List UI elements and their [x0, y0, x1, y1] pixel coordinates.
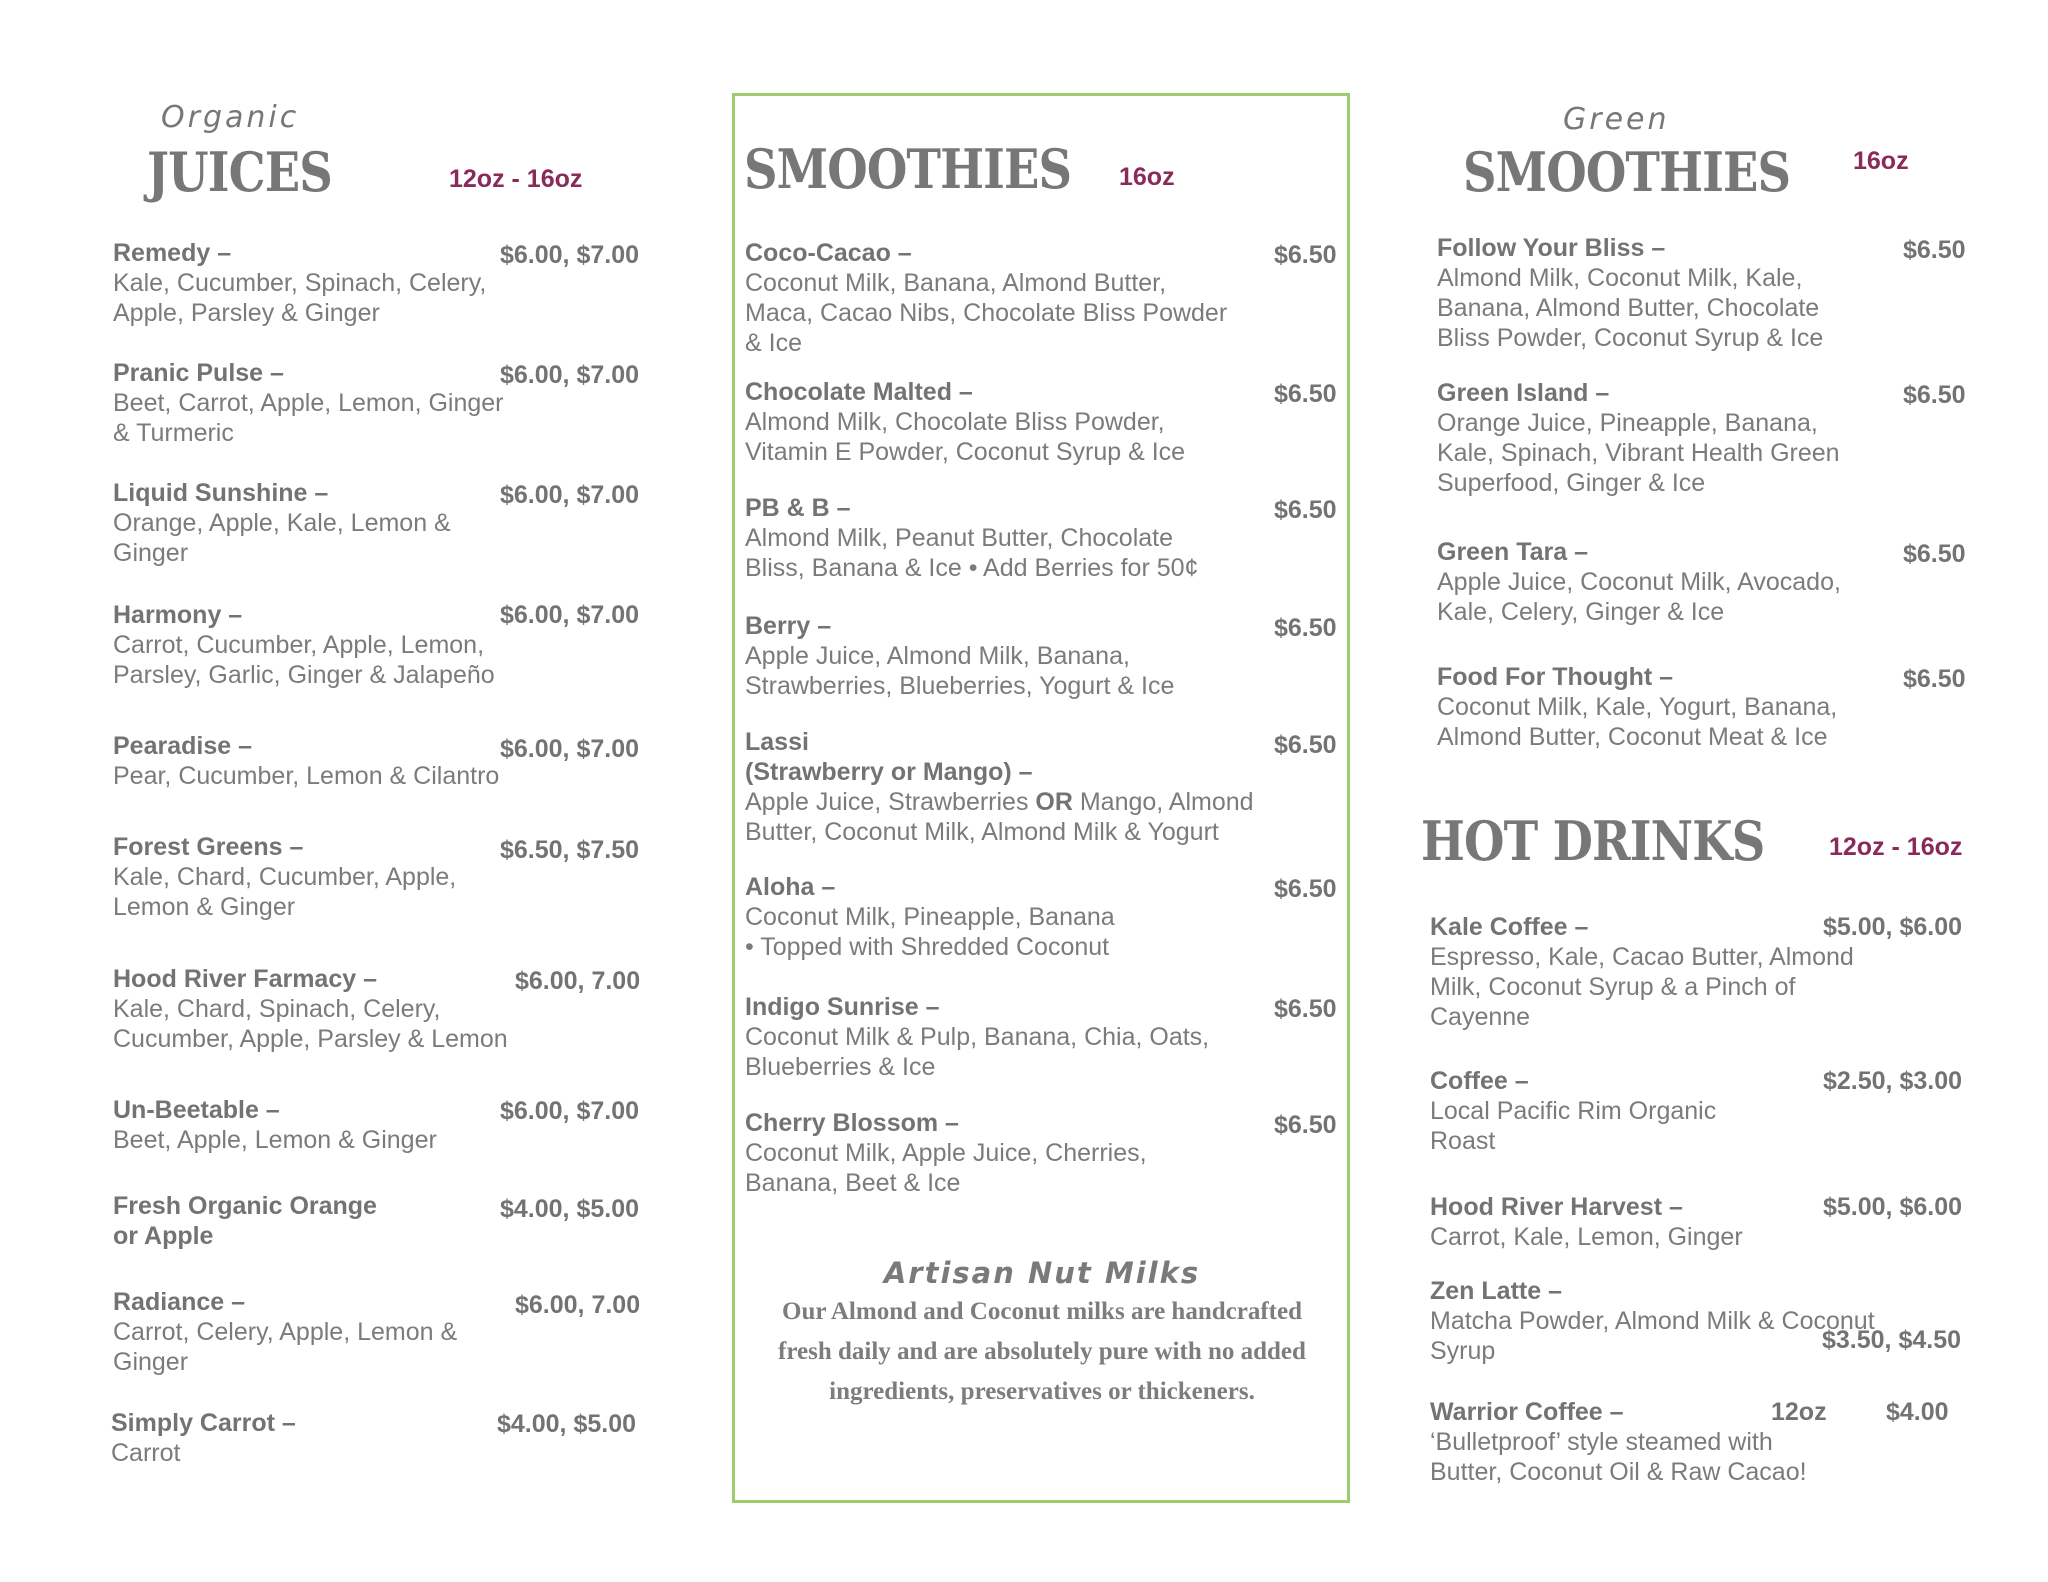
- item-price: $6.50: [1903, 381, 1966, 409]
- menu-item-radiance: [113, 1287, 533, 1377]
- menu-item-lassi: [745, 727, 1305, 847]
- item-desc: Butter, Coconut Milk, Almond Milk & Yogurt: [745, 818, 1219, 846]
- menu-item-pranic-pulse: [113, 358, 533, 448]
- item-desc: Ginger: [113, 539, 189, 567]
- item-name: Un-Beetable –: [113, 1096, 280, 1124]
- menu-item-aloha: [745, 872, 1265, 962]
- smoothies-title: SMOOTHIES: [744, 137, 1072, 201]
- item-price: $6.50: [1274, 380, 1337, 408]
- artisan-description: [742, 1292, 1342, 1412]
- item-desc: Kale, Chard, Cucumber, Apple,: [113, 863, 457, 891]
- item-desc: Kale, Spinach, Vibrant Health Green: [1437, 439, 1840, 467]
- item-name: Aloha –: [745, 873, 836, 901]
- item-desc: Beet, Apple, Lemon & Ginger: [113, 1126, 437, 1154]
- item-desc: Orange, Apple, Kale, Lemon &: [113, 509, 451, 537]
- item-name: Green Tara –: [1437, 538, 1589, 566]
- item-name: Hood River Harvest –: [1430, 1193, 1683, 1221]
- item-name: Pearadise –: [113, 732, 252, 760]
- item-desc: Apple Juice, Coconut Milk, Avocado,: [1437, 568, 1841, 596]
- item-name: or Apple: [113, 1222, 214, 1250]
- juices-label: Organic: [161, 100, 300, 135]
- item-desc: Carrot, Kale, Lemon, Ginger: [1430, 1223, 1743, 1251]
- item-desc: Coconut Milk, Pineapple, Banana: [745, 903, 1115, 931]
- item-desc: Banana, Beet & Ice: [745, 1169, 961, 1197]
- item-price: $2.50, $3.00: [1823, 1067, 1963, 1095]
- menu-item-chocolate-malted: [745, 377, 1265, 467]
- item-name: Coffee –: [1430, 1067, 1529, 1095]
- item-name: Kale Coffee –: [1430, 913, 1589, 941]
- item-name: Remedy –: [113, 239, 232, 267]
- item-name: Zen Latte –: [1430, 1277, 1562, 1305]
- item-desc: • Topped with Shredded Coconut: [745, 933, 1110, 961]
- item-desc: Beet, Carrot, Apple, Lemon, Ginger: [113, 389, 504, 417]
- item-desc: Blueberries & Ice: [745, 1053, 936, 1081]
- item-price: $6.50, $7.50: [500, 836, 640, 864]
- item-size: 12oz: [1771, 1398, 1827, 1426]
- item-desc: Espresso, Kale, Cacao Butter, Almond: [1430, 943, 1854, 971]
- item-price: $4.00, $5.00: [497, 1410, 637, 1438]
- juices-size: 12oz - 16oz: [449, 165, 583, 193]
- item-desc: Almond Milk, Coconut Milk, Kale,: [1437, 264, 1803, 292]
- item-desc: Pear, Cucumber, Lemon & Cilantro: [113, 762, 500, 790]
- item-desc: Cayenne: [1430, 1003, 1531, 1031]
- item-desc: ‘Bulletproof’ style steamed with: [1430, 1428, 1773, 1456]
- item-desc: Matcha Powder, Almond Milk & Coconut: [1430, 1307, 1875, 1335]
- item-desc: Kale, Celery, Ginger & Ice: [1437, 598, 1725, 626]
- item-desc: Apple Juice, Almond Milk, Banana,: [745, 642, 1130, 670]
- item-name: Harmony –: [113, 601, 243, 629]
- menu-item-un-beetable: [113, 1095, 533, 1155]
- item-name: Chocolate Malted –: [745, 378, 973, 406]
- item-price: $6.50: [1903, 236, 1966, 264]
- item-desc: Coconut Milk, Banana, Almond Butter,: [745, 269, 1167, 297]
- item-desc: Coconut Milk, Apple Juice, Cherries,: [745, 1139, 1147, 1167]
- item-price: $6.00, $7.00: [500, 241, 640, 269]
- item-desc: Superfood, Ginger & Ice: [1437, 469, 1706, 497]
- green-smoothies-label: Green: [1563, 102, 1670, 137]
- item-price: $6.50: [1274, 1111, 1337, 1139]
- item-desc: Carrot, Cucumber, Apple, Lemon,: [113, 631, 485, 659]
- item-desc: Apple, Parsley & Ginger: [113, 299, 380, 327]
- juices-title: JUICES: [147, 140, 332, 204]
- item-price: $6.50: [1274, 241, 1337, 269]
- item-name: Radiance –: [113, 1288, 246, 1316]
- item-desc: Almond Milk, Peanut Butter, Chocolate: [745, 524, 1174, 552]
- menu-item-green-island: [1437, 378, 1877, 498]
- item-name: Hood River Farmacy –: [113, 965, 377, 993]
- item-name: PB & B –: [745, 494, 851, 522]
- item-desc: Strawberries, Blueberries, Yogurt & Ice: [745, 672, 1175, 700]
- item-desc: Roast: [1430, 1127, 1496, 1155]
- item-price: $5.00, $6.00: [1823, 913, 1963, 941]
- item-desc: Ginger: [113, 1348, 189, 1376]
- artisan-title: Artisan Nut Milks: [883, 1256, 1201, 1290]
- item-price: $6.50: [1274, 875, 1337, 903]
- item-name: Pranic Pulse –: [113, 359, 284, 387]
- item-price: $4.00, $5.00: [500, 1195, 640, 1223]
- item-desc: Banana, Almond Butter, Chocolate: [1437, 294, 1820, 322]
- item-desc-part: Apple Juice, Strawberries: [745, 788, 1036, 816]
- item-desc-part: Mango, Almond: [1072, 788, 1254, 816]
- item-desc: Almond Butter, Coconut Meat & Ice: [1437, 723, 1828, 751]
- item-desc: Maca, Cacao Nibs, Chocolate Bliss Powder: [745, 299, 1228, 327]
- hot-drinks-title: HOT DRINKS: [1421, 809, 1765, 873]
- item-price: $6.50: [1903, 540, 1966, 568]
- item-name: Forest Greens –: [113, 833, 304, 861]
- item-desc: [745, 787, 1305, 817]
- item-price: $6.00, $7.00: [500, 735, 640, 763]
- item-price: $6.00, 7.00: [515, 967, 641, 995]
- item-desc: Cucumber, Apple, Parsley & Lemon: [113, 1025, 508, 1053]
- artisan-line: Our Almond and Coconut milks are handcrafted: [782, 1298, 1302, 1325]
- item-price: $6.00, $7.00: [500, 601, 640, 629]
- item-desc: Bliss Powder, Coconut Syrup & Ice: [1437, 324, 1824, 352]
- item-name: Berry –: [745, 612, 832, 640]
- menu-item-remedy: [113, 238, 533, 328]
- item-desc: Carrot: [111, 1439, 181, 1467]
- item-price: $5.00, $6.00: [1823, 1193, 1963, 1221]
- menu-item-cherry-blossom: [745, 1108, 1265, 1198]
- item-desc: Carrot, Celery, Apple, Lemon &: [113, 1318, 458, 1346]
- menu-item-hood-river-harvest: [1430, 1192, 1870, 1252]
- item-desc: Local Pacific Rim Organic: [1430, 1097, 1717, 1125]
- menu-item-harmony: [113, 600, 533, 690]
- item-desc: Orange Juice, Pineapple, Banana,: [1437, 409, 1818, 437]
- item-name: Green Island –: [1437, 379, 1610, 407]
- item-desc: Vitamin E Powder, Coconut Syrup & Ice: [745, 438, 1186, 466]
- item-desc: Coconut Milk & Pulp, Banana, Chia, Oats,: [745, 1023, 1210, 1051]
- artisan-line: fresh daily and are absolutely pure with no added: [778, 1338, 1306, 1365]
- item-price: $6.00, $7.00: [500, 361, 640, 389]
- green-smoothies-size: 16oz: [1853, 147, 1909, 175]
- item-name: Warrior Coffee –: [1430, 1398, 1624, 1426]
- item-desc: Kale, Cucumber, Spinach, Celery,: [113, 269, 487, 297]
- item-name: (Strawberry or Mango) –: [745, 758, 1033, 786]
- item-desc: Milk, Coconut Syrup & a Pinch of: [1430, 973, 1796, 1001]
- item-desc: Syrup: [1430, 1337, 1496, 1365]
- item-desc: Parsley, Garlic, Ginger & Jalapeño: [113, 661, 495, 689]
- item-price: $6.00, 7.00: [515, 1291, 641, 1319]
- item-name: Follow Your Bliss –: [1437, 234, 1666, 262]
- item-name: Cherry Blossom –: [745, 1109, 959, 1137]
- item-name: Fresh Organic Orange: [113, 1192, 377, 1220]
- item-desc: Bliss, Banana & Ice • Add Berries for 50¢: [745, 554, 1199, 582]
- item-desc: Lemon & Ginger: [113, 893, 296, 921]
- menu-item-hood-river-farmacy: [113, 964, 533, 1054]
- item-desc: Kale, Chard, Spinach, Celery,: [113, 995, 441, 1023]
- menu-item-forest-greens: [113, 832, 533, 922]
- item-price: $6.50: [1274, 731, 1337, 759]
- hot-drinks-size: 12oz - 16oz: [1829, 833, 1963, 861]
- item-name: Food For Thought –: [1437, 663, 1674, 691]
- menu-item-coffee: [1430, 1066, 1870, 1156]
- item-price: $6.50: [1274, 496, 1337, 524]
- menu-item-berry: [745, 611, 1265, 701]
- menu-item-pearadise: [113, 731, 533, 791]
- item-desc: Butter, Coconut Oil & Raw Cacao!: [1430, 1458, 1807, 1486]
- menu-item-pb-and-b: [745, 493, 1285, 583]
- menu-item-fresh-organic-orange: [113, 1191, 533, 1251]
- item-price: $4.00: [1886, 1398, 1949, 1426]
- green-smoothies-title: SMOOTHIES: [1463, 140, 1791, 204]
- item-desc: Almond Milk, Chocolate Bliss Powder,: [745, 408, 1165, 436]
- menu-item-indigo-sunrise: [745, 992, 1285, 1082]
- artisan-line: ingredients, preservatives or thickeners.: [829, 1378, 1255, 1405]
- item-price: $6.00, $7.00: [500, 1097, 640, 1125]
- item-price: $6.50: [1903, 665, 1966, 693]
- item-name: Simply Carrot –: [111, 1409, 296, 1437]
- item-desc: Coconut Milk, Kale, Yogurt, Banana,: [1437, 693, 1838, 721]
- item-price: $6.00, $7.00: [500, 481, 640, 509]
- item-desc-or: OR: [1035, 788, 1073, 816]
- item-price: $3.50, $4.50: [1822, 1326, 1962, 1354]
- item-price: $6.50: [1274, 614, 1337, 642]
- item-desc: & Ice: [745, 329, 802, 357]
- menu-item-simply-carrot: [111, 1408, 531, 1468]
- item-name: Coco-Cacao –: [745, 239, 912, 267]
- menu-item-green-tara: [1437, 537, 1877, 627]
- smoothies-size: 16oz: [1119, 163, 1175, 191]
- menu-item-food-for-thought: [1437, 662, 1877, 752]
- item-name: Liquid Sunshine –: [113, 479, 329, 507]
- menu-item-coco-cacao: [745, 238, 1265, 358]
- menu-item-follow-your-bliss: [1437, 233, 1877, 353]
- item-name: Lassi: [745, 728, 809, 756]
- item-price: $6.50: [1274, 995, 1337, 1023]
- item-name: Indigo Sunrise –: [745, 993, 940, 1021]
- menu-item-liquid-sunshine: [113, 478, 533, 568]
- item-desc: & Turmeric: [113, 419, 234, 447]
